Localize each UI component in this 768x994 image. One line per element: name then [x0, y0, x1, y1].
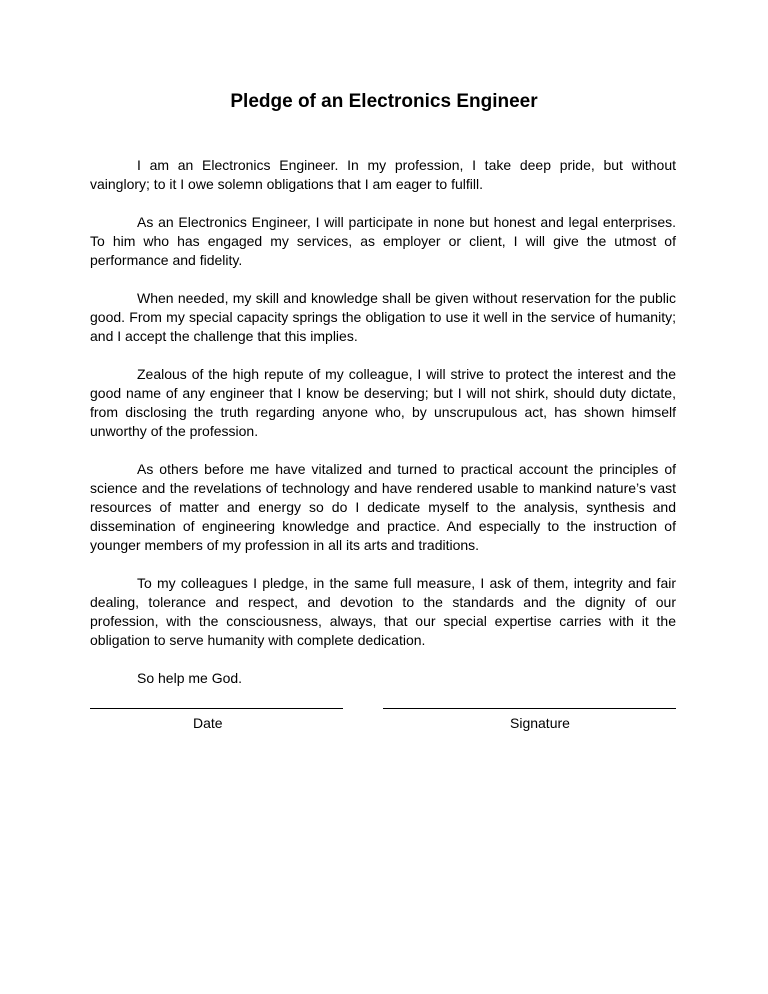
- paragraph-3: When needed, my skill and knowledge shall be given without reservation for the public good. From my special capacity springs the obligation to use it well in the service of humanity; and I accept the challenge that this implies.: [90, 290, 676, 344]
- paragraph-1: I am an Electronics Engineer. In my profession, I take deep pride, but without vainglory; to it I owe solemn obligations that I am eager to fulfill.: [90, 157, 676, 192]
- signature-label: Signature: [510, 715, 570, 731]
- paragraph-5: As others before me have vitalized and turned to practical account the principles of science and the revelations of technology and have rendered usable to mankind nature’s vast resources of matter and energy so do I dedicate myself to the analysis, synthesis and dissemination of engineering knowledge and practice. And especially to the instruction of younger members of my profession in all its arts and traditions.: [90, 461, 676, 553]
- signature-line: [383, 708, 676, 709]
- paragraph-4: Zealous of the high repute of my colleague, I will strive to protect the interest and the good name of any engineer that I know be deserving; but I will not shirk, should duty dictate, from disclosing the truth regarding anyone who, by unscrupulous act, has shown himself unworthy of the profession.: [90, 366, 676, 439]
- pledge-body: [90, 156, 676, 707]
- date-label: Date: [193, 715, 223, 731]
- page-title: Pledge of an Electronics Engineer: [230, 91, 538, 112]
- paragraph-2: As an Electronics Engineer, I will participate in none but honest and legal enterprises. To him who has engaged my services, as employer or client, I will give the utmost of performance and fidelity.: [90, 214, 676, 268]
- paragraph-closing: So help me God.: [137, 670, 243, 686]
- paragraph-6: To my colleagues I pledge, in the same full measure, I ask of them, integrity and fair dealing, tolerance and respect, and devotion to the standards and the dignity of our profession, with the consciousness, always, that our special expertise carries with it the obligation to serve humanity with complete dedication.: [90, 575, 676, 648]
- date-line: [90, 708, 343, 709]
